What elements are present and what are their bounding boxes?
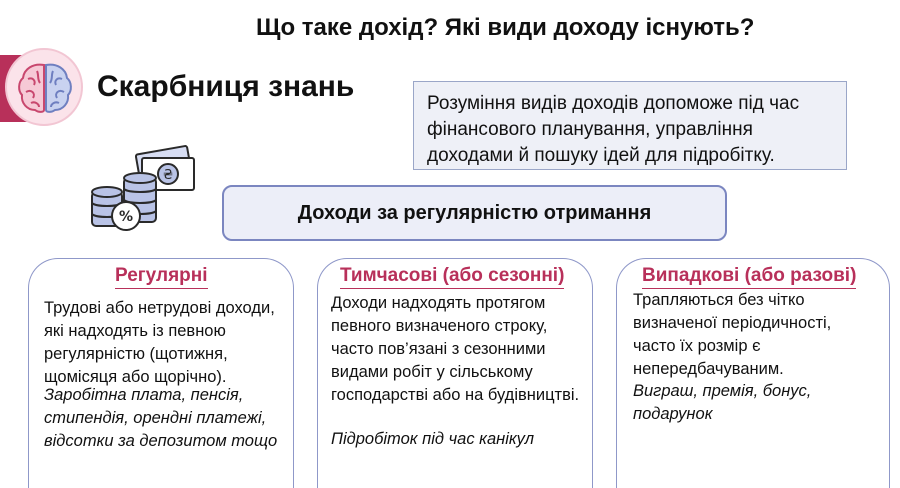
card-description: Трудові або нетрудові доходи, які надходять із певною регулярністю (щотижня, щомісяця або щорічно). (44, 299, 275, 386)
card-description: Трапляються без чітко визначеної періодичності, часто їх розмір є непередбачуваним. (633, 291, 832, 378)
coins-and-banknotes-icon (88, 142, 200, 234)
info-text: Розуміння видів доходів допоможе під час фінансового планування, управління доходами й пошуку ідей для підробітку. (427, 93, 800, 166)
card-examples: Виграш, премія, бонус, подарунок (633, 382, 812, 423)
card-temporary (317, 258, 593, 488)
card-occasional (616, 258, 890, 488)
svg-text:₴: ₴ (162, 168, 174, 183)
category-header-text: Доходи за регулярністю отримання (297, 201, 652, 224)
brain-icon (17, 61, 73, 115)
section-title: Скарбниця знань (97, 70, 355, 103)
category-header (222, 185, 727, 241)
brain-icon-badge (5, 48, 83, 126)
card-title: Тимчасові (або сезонні) (340, 265, 564, 289)
card-regular (28, 258, 294, 488)
card-title: Випадкові (або разові) (642, 265, 856, 289)
main-title: Що таке дохід? Які види доходу існують? (256, 14, 755, 41)
card-examples: Заробітна плата, пенсія, стипендія, орендні платежі, відсотки за депозитом тощо (44, 386, 278, 450)
card-title: Регулярні (115, 265, 208, 289)
card-examples: Підробіток під час канікул (331, 430, 535, 448)
info-box (413, 81, 847, 170)
card-description: Доходи надходять протягом певного визначеного строку, часто пов’язані з сезонними видами робіт у сільському господарстві або на будівництві. (331, 294, 580, 404)
svg-text:%: % (118, 209, 134, 225)
